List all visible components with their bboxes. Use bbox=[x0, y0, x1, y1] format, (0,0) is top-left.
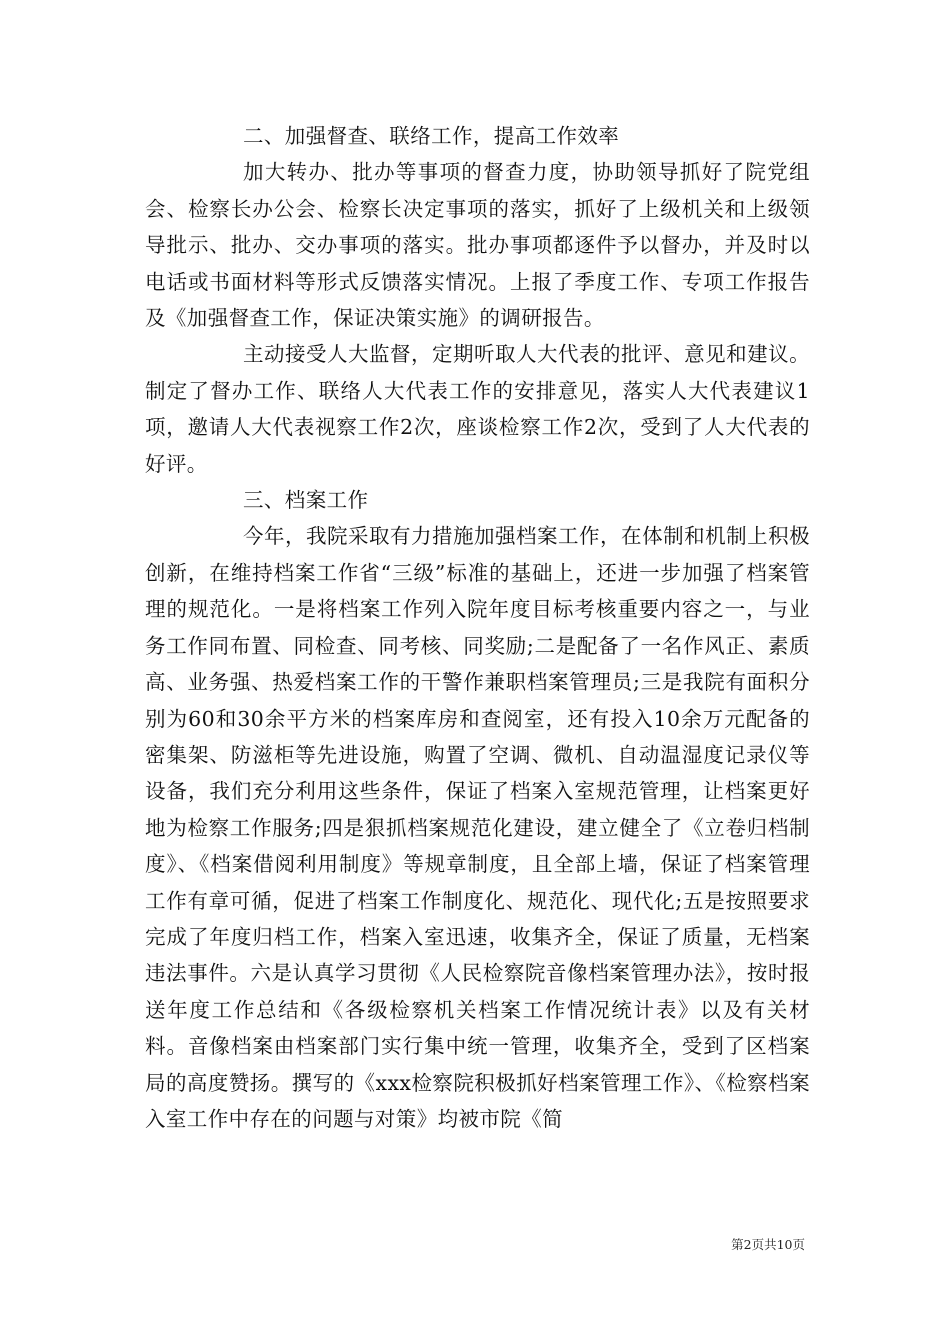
paragraph-supervision-tasks: 加大转办、批办等事项的督查力度，协助领导抓好了院党组会、检察长办公会、检察长决定事项的落实，抓好了上级机关和上级领导批示、批办、交办事项的落实。批办事项都逐件予以督办，并及时以电话或书面材料等形式反馈落实情况。上报了季度工作、专项工作报告及《加强督查工作，保证决策实施》的调研报告。 bbox=[145, 160, 810, 331]
paragraph-archives-work: 今年，我院采取有力措施加强档案工作，在体制和机制上积极创新，在维持档案工作省“三级”标准的基础上，还进一步加强了档案管理的规范化。一是将档案工作列入院年度目标考核重要内容之一，与业务工作同布置、同检查、同考核、同奖励;二是配备了一名作风正、素质高、业务强、热爱档案工作的干警作兼职档案管理员;三是我院有面积分别为60和30余平方米的档案库房和查阅室，还有投入10余万元配备的密集架、防滋柜等先进设施，购置了空调、微机、自动温湿度记录仪等设备，我们充分利用这些条件，保证了档案入室规范管理，让档案更好地为检察工作服务;四是狠抓档案规范化建设，建立健全了《立卷归档制度》、《档案借阅利用制度》等规章制度，且全部上墙，保证了档案管理工作有章可循，促进了档案工作制度化、规范化、现代化;五是按照要求完成了年度归档工作，档案入室迅速，收集齐全，保证了质量，无档案违法事件。六是认真学习贯彻《人民检察院音像档案管理办法》，按时报送年度工作总结和《各级检察机关档案工作情况统计表》以及有关材料。音像档案由档案部门实行集中统一管理，收集齐全，受到了区档案局的高度赞扬。撰写的《xxx检察院积极抓好档案管理工作》、《检察档案入室工作中存在的问题与对策》均被市院《简 bbox=[145, 524, 810, 1131]
section-heading-archives: 三、档案工作 bbox=[243, 488, 369, 513]
section-heading-supervision: 二、加强督查、联络工作，提高工作效率 bbox=[243, 124, 620, 148]
page-number-footer: 第2页共10页 bbox=[731, 1237, 805, 1252]
paragraph-npc-supervision: 主动接受人大监督，定期听取人大代表的批评、意见和建议。制定了督办工作、联络人大代表工作的安排意见，落实人大代表建议1项，邀请人大代表视察工作2次，座谈检察工作2次，受到了人大代表的好评。 bbox=[145, 342, 810, 476]
document-body bbox=[145, 118, 810, 1137]
